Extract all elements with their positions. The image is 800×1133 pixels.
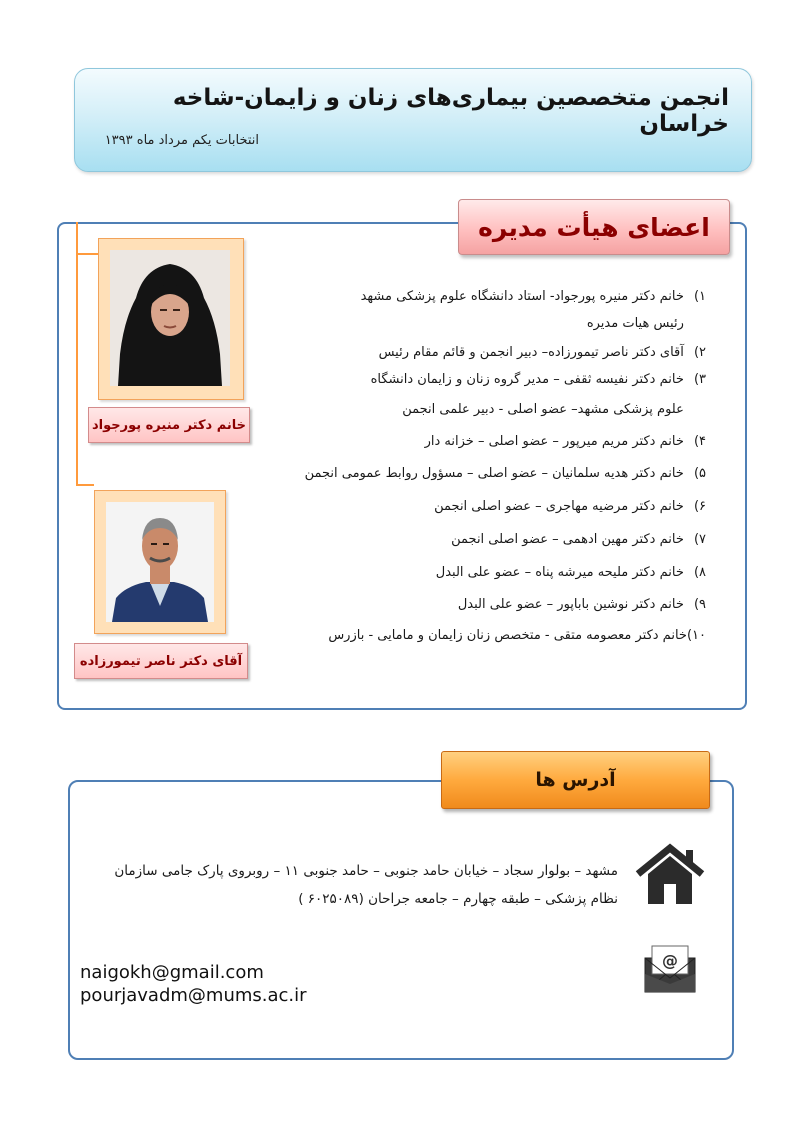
email-link[interactable]: pourjavadm@mums.ac.ir — [80, 985, 307, 1006]
svg-text:@: @ — [662, 951, 678, 970]
board-title: اعضای هیأت مدیره — [458, 199, 730, 255]
tree-connector — [76, 222, 78, 484]
header-banner — [74, 68, 752, 172]
photo-frame — [94, 490, 226, 634]
election-subtitle: انتخابات یکم مرداد ماه ۱۳۹۳ — [104, 133, 259, 148]
photo-frame — [98, 238, 244, 400]
member-item-6: ۶) خانم دکتر مرضیه مهاجری – عضو اصلی انجمن — [434, 499, 706, 514]
portrait-photo — [110, 250, 232, 388]
address-line: مشهد – بولوار سجاد – خیابان حامد جنوبی – حامد جنوبی ۱۱ – روبروی پارک جامی سازمان — [114, 863, 618, 879]
member-item-3-cont: علوم پزشکی مشهد– عضو اصلی - دبیر علمی انجمن — [402, 402, 684, 417]
member-item-8: ۸) خانم دکتر ملیحه میرشه پناه – عضو علی البدل — [435, 565, 706, 580]
member-item-7: ۷) خانم دکتر مهین ادهمی – عضو اصلی انجمن — [451, 532, 706, 547]
photo-caption-teymourzadeh: آقای دکتر ناصر تیمورزاده — [74, 643, 248, 679]
email-envelope-icon — [644, 944, 696, 994]
member-item-2: ۲) آقای دکتر ناصر تیمورزاده– دبیر انجمن و قائم مقام رئیس — [378, 345, 706, 360]
member-item-4: ۴) خانم دکتر مریم میرپور – عضو اصلی – خزانه دار — [424, 434, 706, 449]
association-title: انجمن متخصصین بیماری‌های زنان و زایمان-شاخه خراسان — [172, 85, 729, 137]
addresses-title: آدرس ها — [441, 751, 710, 809]
member-item-10: ۱۰)خانم دکتر معصومه متقی - متخصص زنان زایمان و مامایی - بازرس — [328, 628, 706, 643]
member-item-1-cont: رئیس هیات مدیره — [586, 316, 684, 331]
email-link[interactable]: naigokh@gmail.com — [80, 962, 264, 983]
tree-connector — [76, 484, 94, 486]
member-item-1: ۱) خانم دکتر منیره پورجواد- استاد دانشگاه علوم پزشکی مشهد — [360, 289, 706, 304]
portrait-photo — [106, 502, 214, 622]
member-item-9: ۹) خانم دکتر نوشین باباپور – عضو علی البدل — [457, 597, 706, 612]
address-section — [68, 780, 734, 1060]
photo-caption-pourjavad: خانم دکتر منیره پورجواد — [88, 407, 250, 443]
home-icon — [634, 842, 706, 906]
member-item-3: ۳) خانم دکتر نفیسه ثقفی – مدیر گروه زنان و زایمان دانشگاه — [370, 372, 706, 387]
tree-connector — [76, 253, 98, 255]
postal-address — [78, 857, 618, 913]
member-item-5: ۵) خانم دکتر هدیه سلمانیان – عضو اصلی – مسؤول روابط عمومی انجمن — [304, 466, 706, 481]
address-line: نظام پزشکی – طبقه چهارم – جامعه جراحان (۶۰۲۵۰۸۹ ) — [298, 891, 618, 907]
